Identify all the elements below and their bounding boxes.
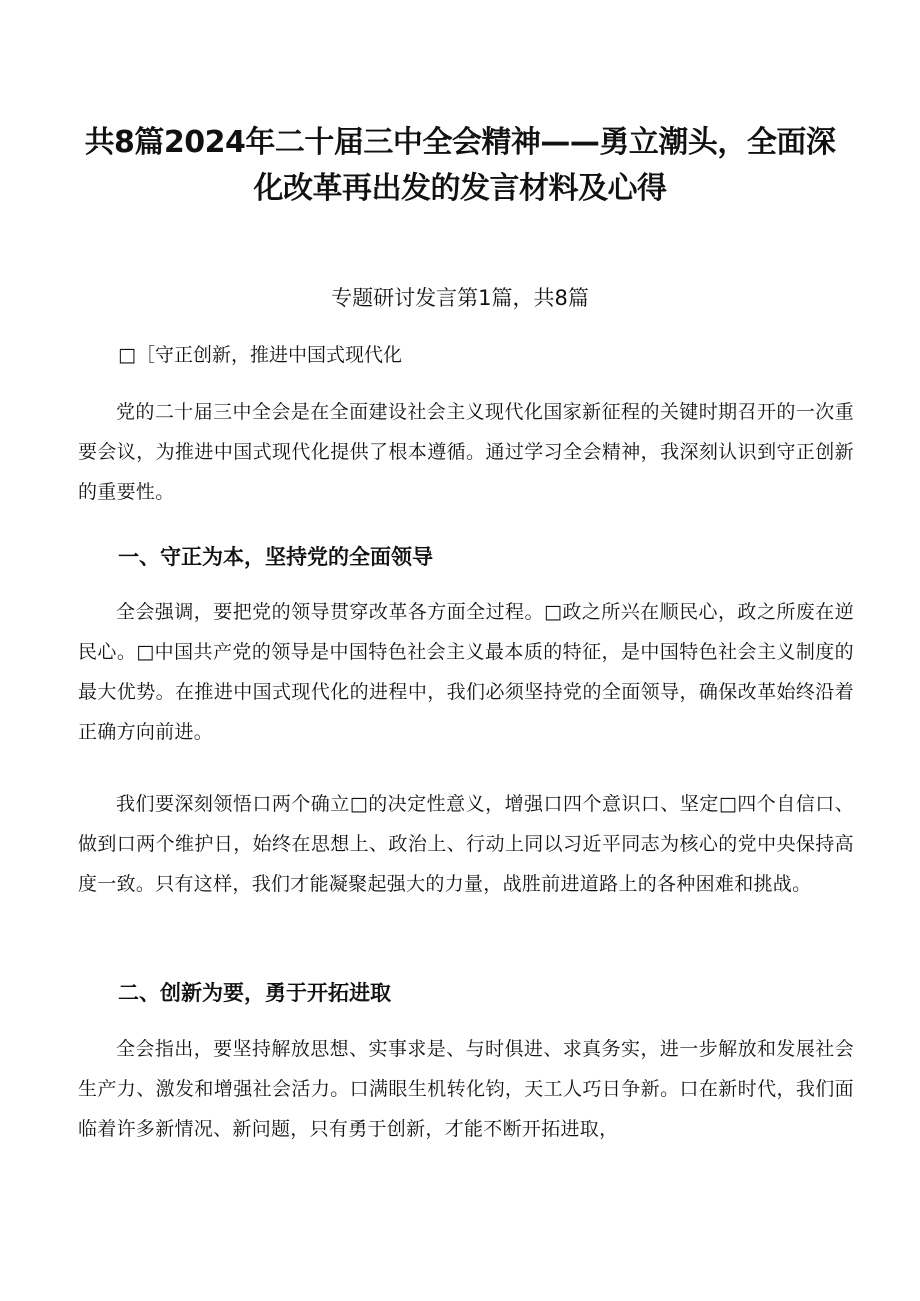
paragraph-section1-b: 我们要深刻领悟口两个确立□的决定性意义，增强口四个意识口、坚定□四个自信口、做到口两个维护日，始终在思想上、政治上、行动上同以习近平同志为核心的党中央保持高度一致。只有这样，我们才能凝聚起强大的力量，战胜前进道路上的各种困难和挑战。 [78,793,854,895]
paragraph-section1-a: 全会强调，要把党的领导贯穿改革各方面全过程。□政之所兴在顺民心，政之所废在逆民心。□中国共产党的领导是中国特色社会主义最本质的特征，是中国特色社会主义制度的最大优势。在推进中国式现代化的进程中，我们必须坚持党的全面领导，确保改革始终沿着正确方向前进。 [78,601,854,743]
section-heading-1: 一、守正为本，坚持党的全面领导 [118,545,433,569]
section-heading-2: 二、创新为要，勇于开拓进取 [118,981,391,1005]
paragraph-section2-a: 全会指出，要坚持解放思想、实事求是、与时俱进、求真务实，进一步解放和发展社会生产力、激发和增强社会活力。口满眼生机转化钧，天工人巧日争新。口在新时代，我们面临着许多新情况、新问题，只有勇于创新，才能不断开拓进取， [78,1038,854,1140]
section-intro-line: □［守正创新，推进中国式现代化 [118,344,402,366]
document-subtitle: 专题研讨发言第1篇，共8篇 [331,286,589,310]
document-title: 共8篇2024年二十届三中全会精神——勇立潮头，全面深化改革再出发的发言材料及心得 [84,125,836,206]
paragraph-intro: 党的二十届三中全会是在全面建设社会主义现代化国家新征程的关键时期召开的一次重要会议，为推进中国式现代化提供了根本遵循。通过学习全会精神，我深刻认识到守正创新的重要性。 [78,401,854,503]
